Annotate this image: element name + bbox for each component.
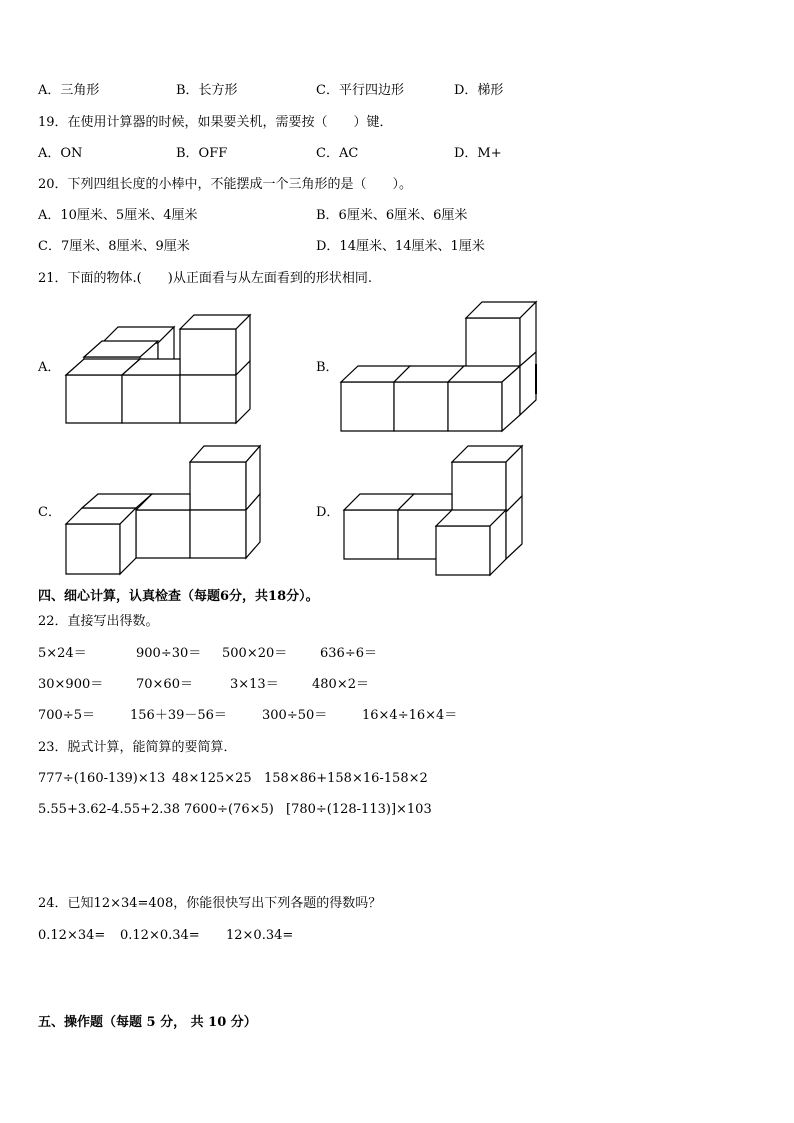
q24-item-3: 12×0.34=	[226, 928, 294, 943]
q21-question: 21．下面的物体.( )从正面看与从左面看到的形状相同.	[38, 271, 372, 286]
q22-r2-c2: 70×60＝	[136, 677, 193, 692]
q22-r1-c2: 900÷30＝	[136, 646, 202, 661]
q19-option-d: D．M+	[454, 146, 502, 161]
q18-option-d: D．梯形	[454, 83, 504, 98]
q19-question: 19．在使用计算器的时候，如果要关机，需要按（ ）键．	[38, 115, 393, 130]
q22-r3-c2: 156＋39－56＝	[130, 708, 227, 723]
q22-r3-c4: 16×4÷16×4＝	[362, 708, 458, 723]
q22-r2-c1: 30×900＝	[38, 677, 104, 692]
q23-r2-c2: 7600÷(76×5)	[184, 802, 274, 817]
cube-figure-a	[60, 305, 260, 430]
section5-title: 五、操作题（每题 5 分， 共 10 分）	[38, 1015, 257, 1030]
q22-r1-c4: 636÷6＝	[320, 646, 377, 661]
q18-option-a: A．三角形	[38, 83, 100, 98]
cube-figure-b	[338, 298, 543, 436]
q24-question: 24．已知12×34=408，你能很快写出下列各题的得数吗？	[38, 896, 382, 911]
section4-title: 四、细心计算，认真检查（每题6分，共18分）。	[38, 589, 319, 604]
q20-option-b: B．6厘米、6厘米、6厘米	[316, 208, 468, 223]
q21-label-c: C．	[38, 505, 61, 520]
q19-option-a: A．ON	[38, 146, 83, 161]
q20-option-c: C．7厘米、8厘米、9厘米	[38, 239, 190, 254]
q19-option-b: B．OFF	[176, 146, 228, 161]
q20-question: 20．下列四组长度的小棒中，不能摆成一个三角形的是（ ）。	[38, 177, 413, 192]
q23-question: 23．脱式计算，能简算的要简算．	[38, 740, 237, 755]
q22-r1-c3: 500×20＝	[222, 646, 288, 661]
q22-r2-c4: 480×2＝	[312, 677, 369, 692]
q22-r2-c3: 3×13＝	[230, 677, 279, 692]
q23-r2-c1: 5.55+3.62-4.55+2.38	[38, 802, 180, 817]
q20-option-a: A．10厘米、5厘米、4厘米	[38, 208, 198, 223]
q18-option-b: B．长方形	[176, 83, 238, 98]
cube-figure-c	[62, 444, 267, 579]
q21-label-d: D．	[316, 505, 340, 520]
q23-r1-c3: 158×86+158×16-158×2	[264, 771, 428, 786]
q23-r1-c2: 48×125×25	[172, 771, 252, 786]
q23-r2-c3: [780÷(128-113)]×103	[286, 802, 432, 817]
q21-label-b: B．	[316, 360, 339, 375]
cube-figure-d	[340, 444, 530, 579]
q23-r1-c1: 777÷(160-139)×13	[38, 771, 166, 786]
q18-option-c: C．平行四边形	[316, 83, 404, 98]
q22-r1-c1: 5×24＝	[38, 646, 87, 661]
q24-item-2: 0.12×0.34=	[120, 928, 200, 943]
q20-option-d: D．14厘米、14厘米、1厘米	[316, 239, 485, 254]
q22-question: 22．直接写出得数。	[38, 614, 159, 629]
q22-r3-c3: 300÷50＝	[262, 708, 328, 723]
q24-item-1: 0.12×34=	[38, 928, 106, 943]
q19-option-c: C．AC	[316, 146, 359, 161]
q22-r3-c1: 700÷5＝	[38, 708, 95, 723]
q21-label-a: A．	[38, 360, 61, 375]
